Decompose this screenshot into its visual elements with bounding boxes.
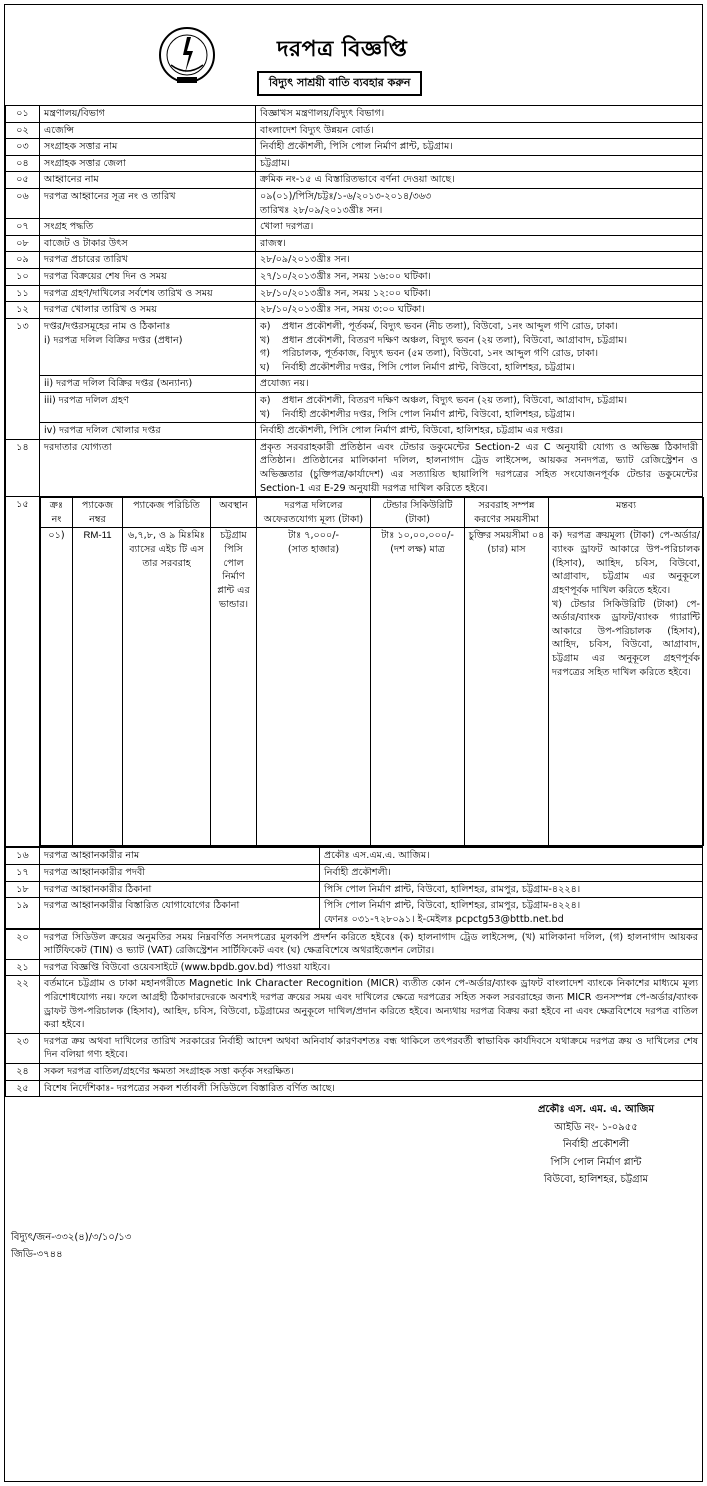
table-row: ০৫ আহ্বানের নাম ক্রমিক নং-১৫ এ বিস্তারিতভাবে বর্ণনা দেওয়া আছে।: [6, 172, 703, 189]
table-row: iv) দরপত্র দলিল খোলার দপ্তর নির্বাহী প্রকৌশলী, পিসি পোল নির্মাণ প্লান্ট, বিউবো, হালিশহর, চট্টগ্রাম এর দপ্তর।: [6, 423, 703, 440]
tender-notice-page: [4, 4, 703, 1482]
notice-title: দরপত্র বিজ্ঞপ্তি: [277, 37, 408, 62]
table-row: ০৩ সংগ্রাহক সত্তার নাম নির্বাহী প্রকৌশলী, পিসি পোল নির্মাণ প্লান্ট, চট্টগ্রাম।: [6, 139, 703, 156]
notice-footer: [5, 1097, 702, 1267]
table-row-eligibility: ১৪ দরদাতার যোগ্যতা প্রকৃত সরবরাহকারী প্রতিষ্ঠান এবং টেন্ডার ডকুমেন্টের Section-2 এর C অনুযায়ী যোগ্য ও অভিজ্ঞ ঠিকাদারী প্রতিষ্ঠান। প্রতিষ্ঠানের মালিকানা দলিল, হালনাগাদ ট্রেড লাইসেন্স, আয়কর সনদপত্র, ভ্যাট রেজিস্ট্রেশন ও অভিজ্ঞতার (চুক্তিপত্র/কার্যাদেশ) এর সত্যায়িত ছায়ালিপি দরপত্রের সহিত সংযোজনপূর্বক টেন্ডার ডকুমেন্টের Section-1 এর E-29 অনুযায়ী দরপত্র দাখিল করিতে হইবে।: [6, 439, 703, 496]
table-row: ২২ বর্তমানে চট্টগ্রাম ও ঢাকা মহানগরীতে Magnetic Ink Character Recognition (MICR) ব্যতীত কোন পে-অর্ডার/ব্যাংক ড্রাফট বাংলাদেশ ব্যাংকে নিকাশের মাধ্যমে মূল্য পরিশোধযোগ্য নয়। ফলে আগ্রহী ঠিকাদারদেরকে অবশ্যই দরপত্র ক্রয়ের সময় এবং দাখিলের ক্ষেত্রে দরপত্রের সহিত সকল সরবরাহের জন্য MICR গুনসম্পন্ন পে-অর্ডার/ব্যাংক ড্রাফট উপ-পরিচালক (হিসাব), আহিদ, চবিস, বিউবো, চট্টগ্রামের অনুকূলে দাখিল/প্রদান করিতে হইবে। অন্যথায় দরপত্র বিক্রয় করা হইবে না এবং ক্ষেত্রবিশেষে দরপত্র বাতিল করা হইবে।: [6, 976, 703, 1033]
table-row: ০২ এজেন্সি বাংলাদেশ বিদ্যুৎ উন্নয়ন বোর্ড।: [6, 122, 703, 139]
list-item: ঘ) নির্বাহী প্রকৌশলীর দপ্তর, পিসি পোল নির্মাণ প্লান্ট, বিউবো, হালিশহর, চট্টগ্রাম।: [260, 361, 575, 373]
table-row: ২৫ বিশেষ নির্দেশিকাঃ- দরপত্রের সকল শর্তাবলী সিডিউলে বিস্তারিত বর্ণিত আছে।: [6, 1080, 703, 1097]
table-row: ১৬ দরপত্র আহ্বানকারীর নাম প্রকৌঃ এস.এম.এ. আজিম।: [6, 848, 703, 865]
list-item: ক) প্রধান প্রকৌশলী, বিতরণ দক্ষিণ অঞ্চল, বিদ্যুৎ ভবন (২য় তলা), বিউবো, আগ্রাবাদ, চট্টগ্রাম।: [260, 394, 628, 406]
package-data-row: ০১) RM-11 ৬,৭,৮, ও ৯ মিঃমিঃ ব্যাসের এইচ টি এস তার সরবরাহ চট্টগ্রাম পিসি পোল নির্মাণ প্লান্ট এর ভান্ডার। টাঃ ৭,০০০/- (সাত হাজার) টাঃ ১০,০০,০০০/- (দশ লক্ষ) মাত্র চুক্তির সময়সীমা ০৪ (চার) মাস ক) দরপত্র ক্রয়মূল্য (টাকা) পে-অর্ডার/ব্যাংক ড্রাফট আকারে উপ-পরিচালক (হিসাব), আহিদ, চবিস, বিউবো, আগ্রাবাদ, চট্টগ্রাম এর অনুকূলে গ্রহণপূর্বক দাখিল করিতে হইবে। খ) টেন্ডার সিকিউরিটি (টাকা) পে-অর্ডার/ব্যাংক ড্রাফট/ব্যাংক গ্যারান্টি আকারে উপ-পরিচালক (হিসাব), আহিদ, চবিস, বিউবো, আগ্রাবাদ, চট্টগ্রাম এর অনুকূলে গ্রহণপূর্বক দরপত্রের সহিত দাখিল করিতে হইবে।: [41, 528, 704, 846]
contact-email: ফোনঃ ০৩১-৭২৮০৯১। ই-মেইলঃ pcpctg53@bttb.net.bd: [324, 913, 564, 925]
table-row: ২১ দরপত্র বিজ্ঞপ্তি বিউবো ওয়েবসাইটে (www.bpdb.gov.bd) পাওয়া যাইবে।: [6, 959, 703, 976]
table-row: ১০ দরপত্র বিক্রয়ের শেষ দিন ও সময় ২৭/১০/২০১৩খ্রীঃ সন, সময় ১৬:০০ ঘটিকা।: [6, 269, 703, 286]
table-row: ২৪ সকল দরপত্র বাতিল/গ্রহণের ক্ষমতা সংগ্রাহক সত্তা কর্তৃক সংরক্ষিত।: [6, 1063, 703, 1080]
table-row: ii) দরপত্র দলিল বিক্রির দপ্তর (অন্যান্য) প্রযোজ্য নয়।: [6, 376, 703, 393]
table-row: ১১ দরপত্র গ্রহণ/দাখিলের সর্বশেষ তারিখ ও সময় ২৮/১০/২০১৩খ্রীঃ সন, সময় ১২:০০ ঘটিকা।: [6, 285, 703, 302]
table-row: ০৮ বাজেট ও টাকার উৎস রাজস্ব।: [6, 235, 703, 252]
tender-details-table: [5, 105, 703, 847]
table-row: ০৪ সংগ্রাহক সত্তার জেলা চট্টগ্রাম।: [6, 155, 703, 172]
reference-block: বিদ্যুৎ/জন-৩৩২(৪)/৩/১০/১৩ জিডি-৩৭৪৪: [11, 1232, 132, 1261]
table-row: ১৯ দরপত্র আহ্বানকারীর বিস্তারিত যোগাযোগের ঠিকানা পিসি পোল নির্মাণ প্লান্ট, বিউবো, হালিশহর, রামপুর, চট্টগ্রাম-৪২২৪। ফোনঃ ০৩১-৭২৮০৯১। ই-মেইলঃ pcpctg53@bttb.net.bd: [6, 898, 703, 928]
website-link: দরপত্র বিজ্ঞপ্তি বিউবো ওয়েবসাইটে (www.bpdb.gov.bd) পাওয়া যাইবে।: [40, 959, 703, 976]
table-row: ০১ মন্ত্রণালয়/বিভাগ বিজ্ঞাখস মন্ত্রণালয়/বিদ্যুৎ বিভাগ।: [6, 106, 703, 123]
table-row-package: ১৫ ক্রঃ নং প্যাকেজ নম্বর প্যাকেজ পরিচিতি অবস্থান দরপত্র দলিলের অফেরতযোগ্য মূল্য (টাকা) টেন্ডার সিকিউরিটি (টাকা) সরবরাহ সম্পন্ন করণের সময়সীমা মন্তব্য ০১) RM-11 ৬,৭,৮, ও ৯ মিঃমিঃ ব্যাসের এইচ টি এস তার সরবরাহ চট্টগ্রাম পিসি পোল নির্মাণ প্লান্ট এর ভান্ডার। টাঃ ৭,০০০/- (সাত হাজার) টাঃ ১০,০০,০০০/- (দশ লক্ষ) মাত্র চুক্তির সময়সীমা ০৪ (চার) মাস ক) দরপত্র ক্রয়মূল্য (টাকা) পে-অর্ডার/ব্যাংক ড্রাফট আকারে উপ-পরিচালক (হিসাব), আহিদ, চবিস, বিউবো, আগ্রাবাদ, চট্টগ্রাম এর অনুকূলে গ্রহণপূর্বক দাখিল করিতে হইবে। খ) টেন্ডার সিকিউরিটি (টাকা) পে-অর্ডার/ব্যাংক ড্রাফট/ব্যাংক গ্যারান্টি আকারে উপ-পরিচালক (হিসাব), আহিদ, চবিস, বিউবো, আগ্রাবাদ, চট্টগ্রাম এর অনুকূলে গ্রহণপূর্বক দরপত্রের সহিত দাখিল করিতে হইবে।: [6, 497, 703, 847]
table-row: ১৭ দরপত্র আহ্বানকারীর পদবী নির্বাহী প্রকৌশলী।: [6, 865, 703, 882]
package-header-row: ক্রঃ নং প্যাকেজ নম্বর প্যাকেজ পরিচিতি অবস্থান দরপত্র দলিলের অফেরতযোগ্য মূল্য (টাকা) টেন্ডার সিকিউরিটি (টাকা) সরবরাহ সম্পন্ন করণের সময়সীমা মন্তব্য: [41, 498, 704, 528]
table-row: ১২ দরপত্র খোলার তারিখ ও সময় ২৮/১০/২০১৩খ্রীঃ সন, সময় ৩:০০ ঘটিকা।: [6, 302, 703, 319]
list-item: খ) প্রধান প্রকৌশলী, বিতরণ দক্ষিণ অঞ্চল, বিদ্যুৎ ভবন (২য় তলা), বিউবো, আগ্রাবাদ, চট্টগ্রাম।: [260, 334, 628, 346]
table-row: ২৩ দরপত্র ক্রয় অথবা দাখিলের তারিখ সরকারের নির্বাহী আদেশ অথবা অনিবার্য কারণবশতঃ বন্ধ থাকিলে তৎপরবর্তী স্বাভাবিক কার্যদিবসে যথাক্রমে দরপত্র ক্রয় ও দাখিলের শেষ দিন বলিয়া গণ্য হইবে।: [6, 1033, 703, 1063]
list-item: ক) প্রধান প্রকৌশলী, পূর্তকর্ম, বিদ্যুৎ ভবন (নীচ তলা), বিউবো, ১নং আব্দুল গণি রোড, ঢাকা।: [260, 320, 618, 332]
table-row: ২০ দরপত্র সিডিউল ক্রয়ের অনুমতির সময় নিম্নবর্ণিত সনদপত্রের মূলকপি প্রদর্শন করিতে হইবেঃ (ক) হালনাগাদ ট্রেড লাইসেন্স, (খ) মালিকানা দলিল, (গ) হালনাগাদ আয়কর সার্টিফিকেট (TIN) ও ভ্যাট (VAT) রেজিস্ট্রেশন সার্টিফিকেট এবং (ঘ) ক্ষেত্রবিশেষে অথরাইজেশন লেটার।: [6, 929, 703, 959]
package-table: [40, 497, 704, 846]
table-row: ০৬ দরপত্র আহ্বানের সূত্র নং ও তারিখ ০৯(০১)/পিসি/চট্টঃ/১-৬/২০১৩-২০১৪/৩৬৩ তারিখঃ ২৮/০৯/২০১৩খ্রীঃ সন।: [6, 189, 703, 219]
notice-header: [5, 5, 702, 105]
issuer-table: [5, 847, 703, 928]
table-row: ০৭ সংগ্রহ পদ্ধতি খোলা দরপত্র।: [6, 219, 703, 236]
notice-subtitle: বিদ্যুৎ সাশ্রয়ী বাতি ব্যবহার করুন: [257, 71, 422, 96]
signature-block: প্রকৌঃ এস. এম. এ. আজিম আইডি নং- ১-০৯৫৫ নির্বাহী প্রকৌশলী পিসি পোল নির্মাণ প্লান্ট বিউবো, হালিশহর, চট্টগ্রাম: [538, 1104, 654, 1186]
notes-table: [5, 929, 703, 1098]
bpdb-logo-icon: [157, 25, 217, 87]
list-item: গ) পরিচালক, পূর্তকাজ, বিদ্যুৎ ভবন (৫ম তলা), বিউবো, ১নং আব্দুল গণি রোড, ঢাকা।: [260, 348, 599, 360]
table-row-offices: ১৩ দপ্তর/দপ্তরসমূহের নাম ও ঠিকানাঃ i) দরপত্র দলিল বিক্রির দপ্তর (প্রধান) ক) প্রধান প্রকৌশলী, পূর্তকর্ম, বিদ্যুৎ ভবন (নীচ তলা), বিউবো, ১নং আব্দুল গণি রোড, ঢাকা। খ) প্রধান প্রকৌশলী, বিতরণ দক্ষিণ অঞ্চল, বিদ্যুৎ ভবন (২য় তলা), বিউবো, আগ্রাবাদ, চট্টগ্রাম। গ) পরিচালক, পূর্তকাজ, বিদ্যুৎ ভবন (৫ম তলা), বিউবো, ১নং আব্দুল গণি রোড, ঢাকা। ঘ) নির্বাহী প্রকৌশলীর দপ্তর, পিসি পোল নির্মাণ প্লান্ট, বিউবো, হালিশহর, চট্টগ্রাম।: [6, 318, 703, 375]
list-item: খ) নির্বাহী প্রকৌশলীর দপ্তর, পিসি পোল নির্মাণ প্লান্ট, বিউবো, হালিশহর, চট্টগ্রাম।: [260, 408, 575, 420]
table-row: ০৯ দরপত্র প্রচারের তারিখ ২৮/০৯/২০১৩খ্রীঃ সন।: [6, 252, 703, 269]
table-row: ১৮ দরপত্র আহ্বানকারীর ঠিকানা পিসি পোল নির্মাণ প্লান্ট, বিউবো, হালিশহর, রামপুর, চট্টগ্রাম-৪২২৪।: [6, 881, 703, 898]
table-row: iii) দরপত্র দলিল গ্রহণ ক) প্রধান প্রকৌশলী, বিতরণ দক্ষিণ অঞ্চল, বিদ্যুৎ ভবন (২য় তলা), বিউবো, আগ্রাবাদ, চট্টগ্রাম। খ) নির্বাহী প্রকৌশলীর দপ্তর, পিসি পোল নির্মাণ প্লান্ট, বিউবো, হালিশহর, চট্টগ্রাম।: [6, 392, 703, 422]
